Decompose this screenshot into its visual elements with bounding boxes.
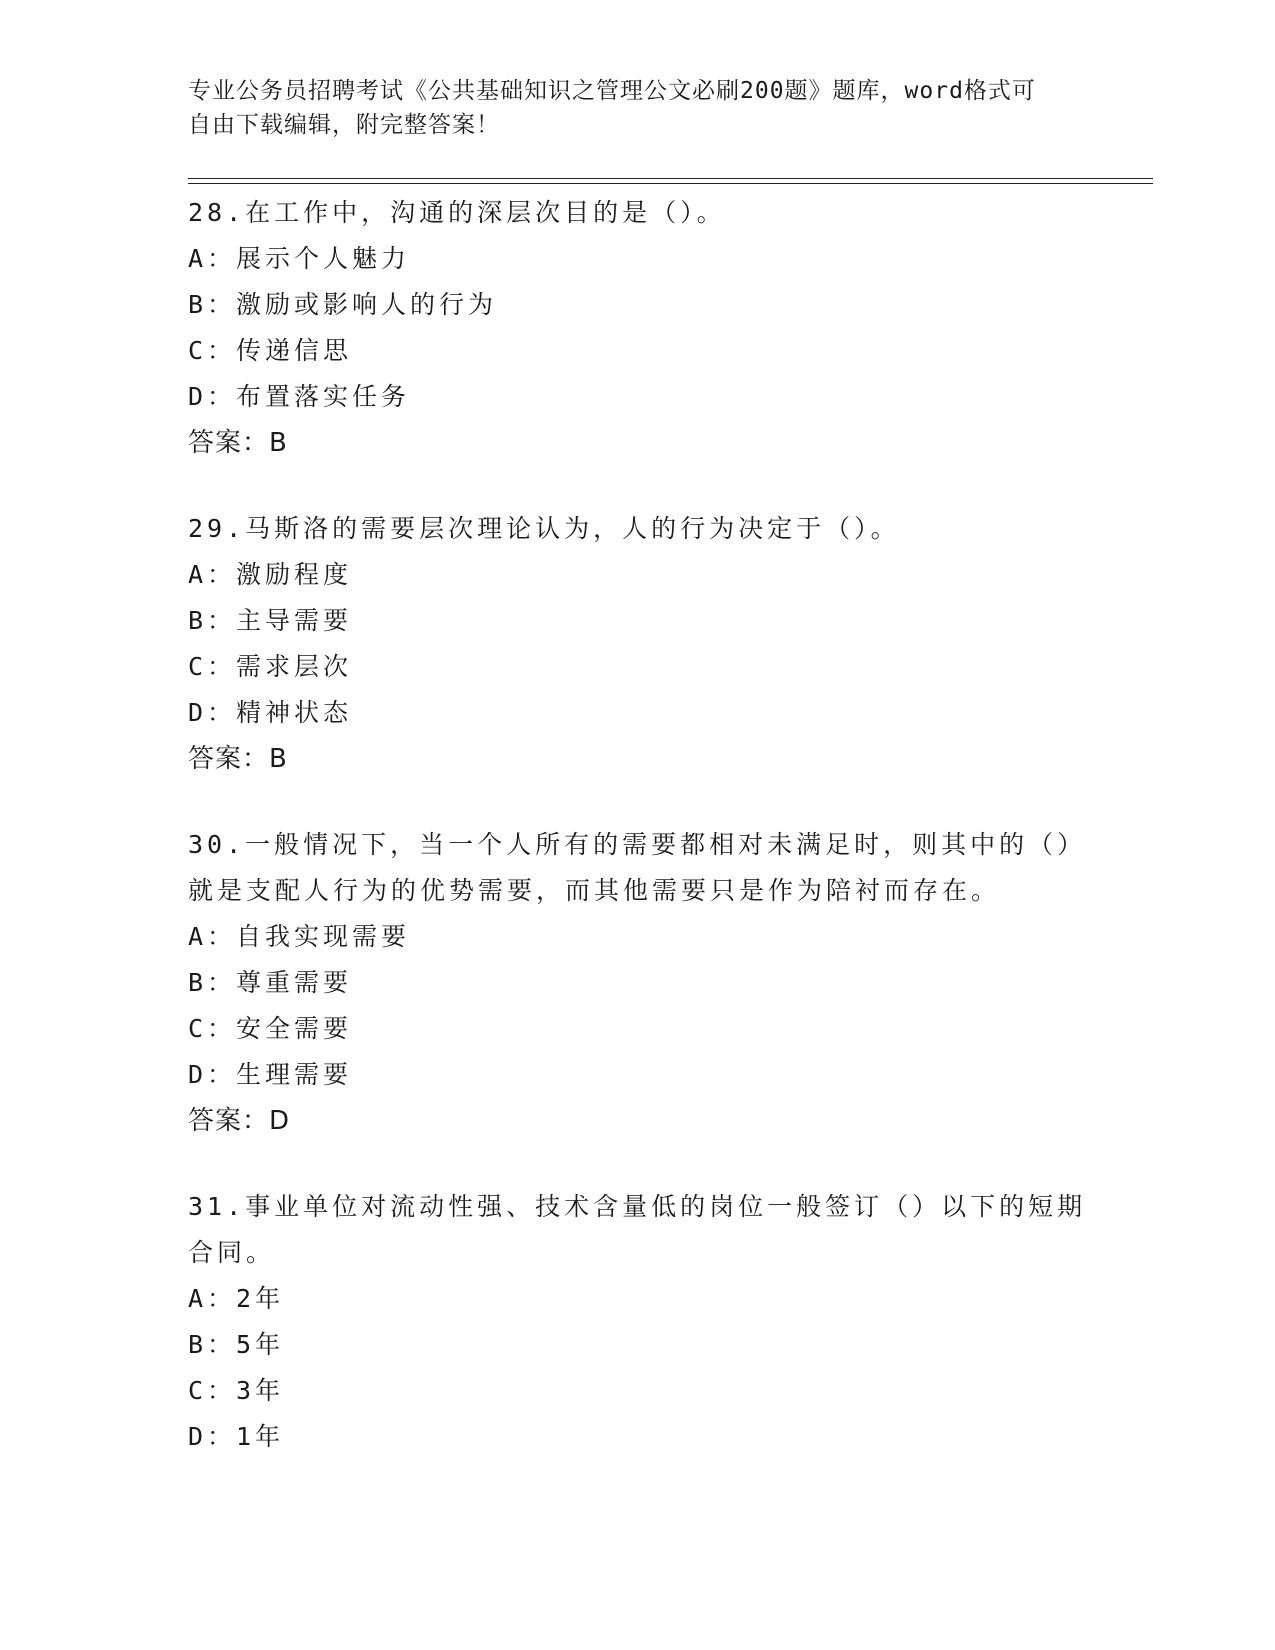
- question-29: [188, 506, 1088, 782]
- option-d: D：生理需要: [188, 1060, 353, 1089]
- question-stem-line: 30.一般情况下，当一个人所有的需要都相对未满足时，则其中的（）: [188, 830, 1087, 859]
- document-header: [188, 74, 1068, 142]
- question-stem: [188, 1184, 1088, 1276]
- option-a: A：激励程度: [188, 560, 353, 589]
- question-stem-line: 合同。: [188, 1238, 276, 1267]
- option-a: A：展示个人魅力: [188, 244, 411, 273]
- option-b: B：尊重需要: [188, 968, 353, 997]
- option-c: C：需求层次: [188, 652, 353, 681]
- option-a: A：2年: [188, 1284, 285, 1313]
- header-rule-top: [188, 178, 1153, 179]
- question-list: [188, 190, 1088, 1500]
- header-rule-bottom: [188, 183, 1153, 184]
- option-b: B：主导需要: [188, 606, 353, 635]
- question-stem-line: 就是支配人行为的优势需要，而其他需要只是作为陪衬而存在。: [188, 876, 1001, 905]
- option-c: C：传递信思: [188, 336, 353, 365]
- option-c: C：3年: [188, 1376, 285, 1405]
- question-stem: [188, 822, 1088, 914]
- question-31: [188, 1184, 1088, 1460]
- question-stem: [188, 190, 1088, 236]
- option-d: D：精神状态: [188, 698, 353, 727]
- option-b: B：激励或影响人的行为: [188, 290, 498, 319]
- question-stem: [188, 506, 1088, 552]
- answer: 答案：D: [188, 1106, 291, 1136]
- question-stem-line: 31.事业单位对流动性强、技术含量低的岗位一般签订（）以下的短期: [188, 1192, 1087, 1221]
- answer: 答案：B: [188, 744, 288, 774]
- option-b: B：5年: [188, 1330, 285, 1359]
- answer: 答案：B: [188, 428, 288, 458]
- header-line-1: 专业公务员招聘考试《公共基础知识之管理公文必刷200题》题库，word格式可: [188, 78, 1036, 104]
- header-line-2: 自由下载编辑，附完整答案！: [188, 112, 500, 138]
- question-30: [188, 822, 1088, 1144]
- option-a: A：自我实现需要: [188, 922, 411, 951]
- question-28: [188, 190, 1088, 466]
- question-stem-line: 29.马斯洛的需要层次理论认为，人的行为决定于（）。: [188, 514, 900, 543]
- option-d: D：布置落实任务: [188, 382, 411, 411]
- option-d: D：1年: [188, 1422, 285, 1451]
- question-stem-line: 28.在工作中，沟通的深层次目的是（）。: [188, 198, 726, 227]
- option-c: C：安全需要: [188, 1014, 353, 1043]
